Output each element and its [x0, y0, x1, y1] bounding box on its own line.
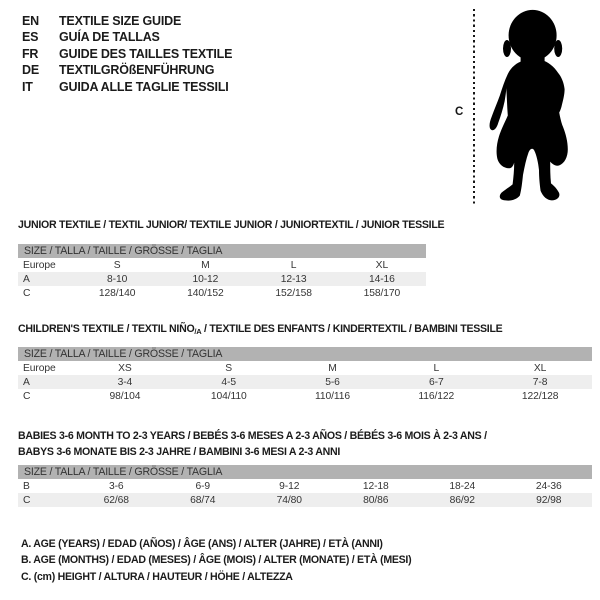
baby-silhouette-icon [483, 8, 579, 206]
table-row [18, 493, 592, 507]
height-measure-label: C [455, 106, 464, 118]
table-cell: 62/68 [103, 494, 129, 506]
table-cell: L [290, 259, 297, 271]
table-row [18, 389, 592, 403]
title-text: CHILDREN'S TEXTILE / TEXTIL NIÑO [18, 323, 195, 335]
language-header [22, 13, 232, 95]
table-cell: 140/152 [187, 287, 224, 299]
table-cell: 7-8 [532, 376, 548, 388]
language-code: IT [22, 79, 33, 94]
table-cell: 3-4 [117, 376, 133, 388]
babies-table-title [18, 428, 487, 461]
table-cell: 18-24 [449, 480, 476, 492]
size-header-cell: SIZE / TALLA / TAILLE / GRÖSSE / TAGLIA [18, 465, 592, 479]
row-label: C [23, 390, 31, 402]
language-row-de [22, 62, 232, 78]
size-header-cell: SIZE / TALLA / TAILLE / GRÖSSE / TAGLIA [18, 244, 426, 258]
table-cell: 9-12 [279, 480, 300, 492]
language-code: EN [22, 14, 39, 28]
babies-title-line2: BABYS 3-6 MONATE BIS 2-3 JAHRE / BAMBINI 3-6 MESI A 2-3 ANNI [18, 446, 341, 459]
table-cell: 104/110 [210, 390, 247, 402]
table-cell: 24-36 [535, 480, 562, 492]
size-header-row [18, 244, 426, 258]
language-code: ES [22, 30, 39, 45]
title-subscript: /A [194, 327, 202, 336]
table-cell: 74/80 [276, 494, 302, 506]
table-cell: 98/104 [109, 390, 141, 402]
table-row [18, 479, 592, 493]
row-label: Europe [23, 362, 56, 374]
table-row [18, 361, 592, 375]
babies-title-line1: BABIES 3-6 MONTH TO 2-3 YEARS / BEBÉS 3-6 MESES A 2-3 AÑOS / BÉBÉS 3-6 MOIS À 2-3 ANS / [18, 430, 487, 442]
table-row [18, 375, 592, 389]
guide-title-fr: GUIDE DES TAILLES TEXTILE [59, 46, 233, 61]
size-header-row [18, 465, 592, 479]
table-cell: 152/158 [275, 287, 312, 299]
table-cell: XL [533, 362, 547, 374]
row-label: A [23, 273, 30, 285]
row-label: C [23, 287, 31, 299]
table-cell: M [201, 259, 210, 271]
junior-size-table [18, 244, 426, 300]
language-row-es [22, 29, 232, 45]
language-code: FR [22, 46, 39, 61]
size-header-cell: SIZE / TALLA / TAILLE / GRÖSSE / TAGLIA [18, 347, 592, 361]
table-cell: S [225, 362, 233, 374]
table-cell: XL [375, 259, 389, 271]
language-row-it [22, 79, 232, 95]
table-row [18, 258, 426, 272]
size-header-row [18, 347, 592, 361]
table-cell: 6-7 [428, 376, 444, 388]
guide-title-en: TEXTILE SIZE GUIDE [59, 14, 182, 28]
table-cell: 122/128 [521, 390, 559, 402]
table-cell: 5-6 [325, 376, 340, 388]
childrens-table-title [18, 321, 502, 340]
table-cell: 6-9 [195, 480, 211, 492]
title-text: / TEXTILE DES ENFANTS / KINDERTEXTIL / BAMBINI TESSILE [201, 323, 503, 335]
junior-table-title: JUNIOR TEXTILE / TEXTIL JUNIOR/ TEXTILE JUNIOR / JUNIORTEXTIL / JUNIOR TESSILE [18, 219, 445, 231]
table-cell: L [433, 362, 440, 374]
table-cell: 92/98 [536, 494, 562, 506]
childrens-size-table [18, 347, 592, 403]
table-cell: 86/92 [449, 494, 475, 506]
table-cell: 10-12 [192, 273, 219, 285]
footnote-c: C. (cm) HEIGHT / ALTURA / HAUTEUR / HÖHE / ALTEZZA [21, 570, 293, 583]
table-cell: 4-5 [221, 376, 236, 388]
guide-title-es: GUÍA DE TALLAS [59, 30, 160, 45]
table-cell: 158/170 [363, 287, 401, 299]
footnote-b: B. AGE (MONTHS) / EDAD (MESES) / ÂGE (MOIS) / ALTER (MONATE) / ETÀ (MESI) [21, 554, 412, 567]
row-label: B [23, 480, 30, 492]
footnotes [21, 536, 411, 585]
table-cell: 128/140 [98, 287, 136, 299]
table-cell: 68/74 [190, 494, 216, 506]
language-row-fr [22, 46, 232, 62]
babies-size-table [18, 465, 592, 507]
table-cell: 8-10 [107, 273, 128, 285]
table-cell: 116/122 [418, 390, 455, 402]
table-row [18, 286, 426, 300]
table-cell: 3-6 [108, 480, 124, 492]
table-cell: S [113, 259, 121, 271]
table-cell: 14-16 [368, 273, 395, 285]
language-code: DE [22, 63, 39, 78]
table-row [18, 272, 426, 286]
footnote-a: A. AGE (YEARS) / EDAD (AÑOS) / ÂGE (ANS) / ALTER (JAHRE) / ETÀ (ANNI) [21, 538, 383, 550]
guide-title-it: GUIDA ALLE TAGLIE TESSILI [59, 79, 229, 94]
table-cell: 12-13 [280, 273, 307, 285]
height-dashed-line [473, 9, 475, 206]
table-cell: 110/116 [314, 390, 350, 402]
table-cell: 80/86 [363, 494, 389, 506]
table-cell: M [328, 362, 337, 374]
table-cell: XS [118, 362, 132, 374]
row-label: A [23, 376, 30, 388]
row-label: Europe [23, 259, 56, 271]
language-row-en [22, 13, 232, 29]
row-label: C [23, 494, 31, 506]
table-cell: 12-18 [362, 480, 389, 492]
guide-title-de: TEXTILGRÖßENFÜHRUNG [59, 63, 215, 78]
